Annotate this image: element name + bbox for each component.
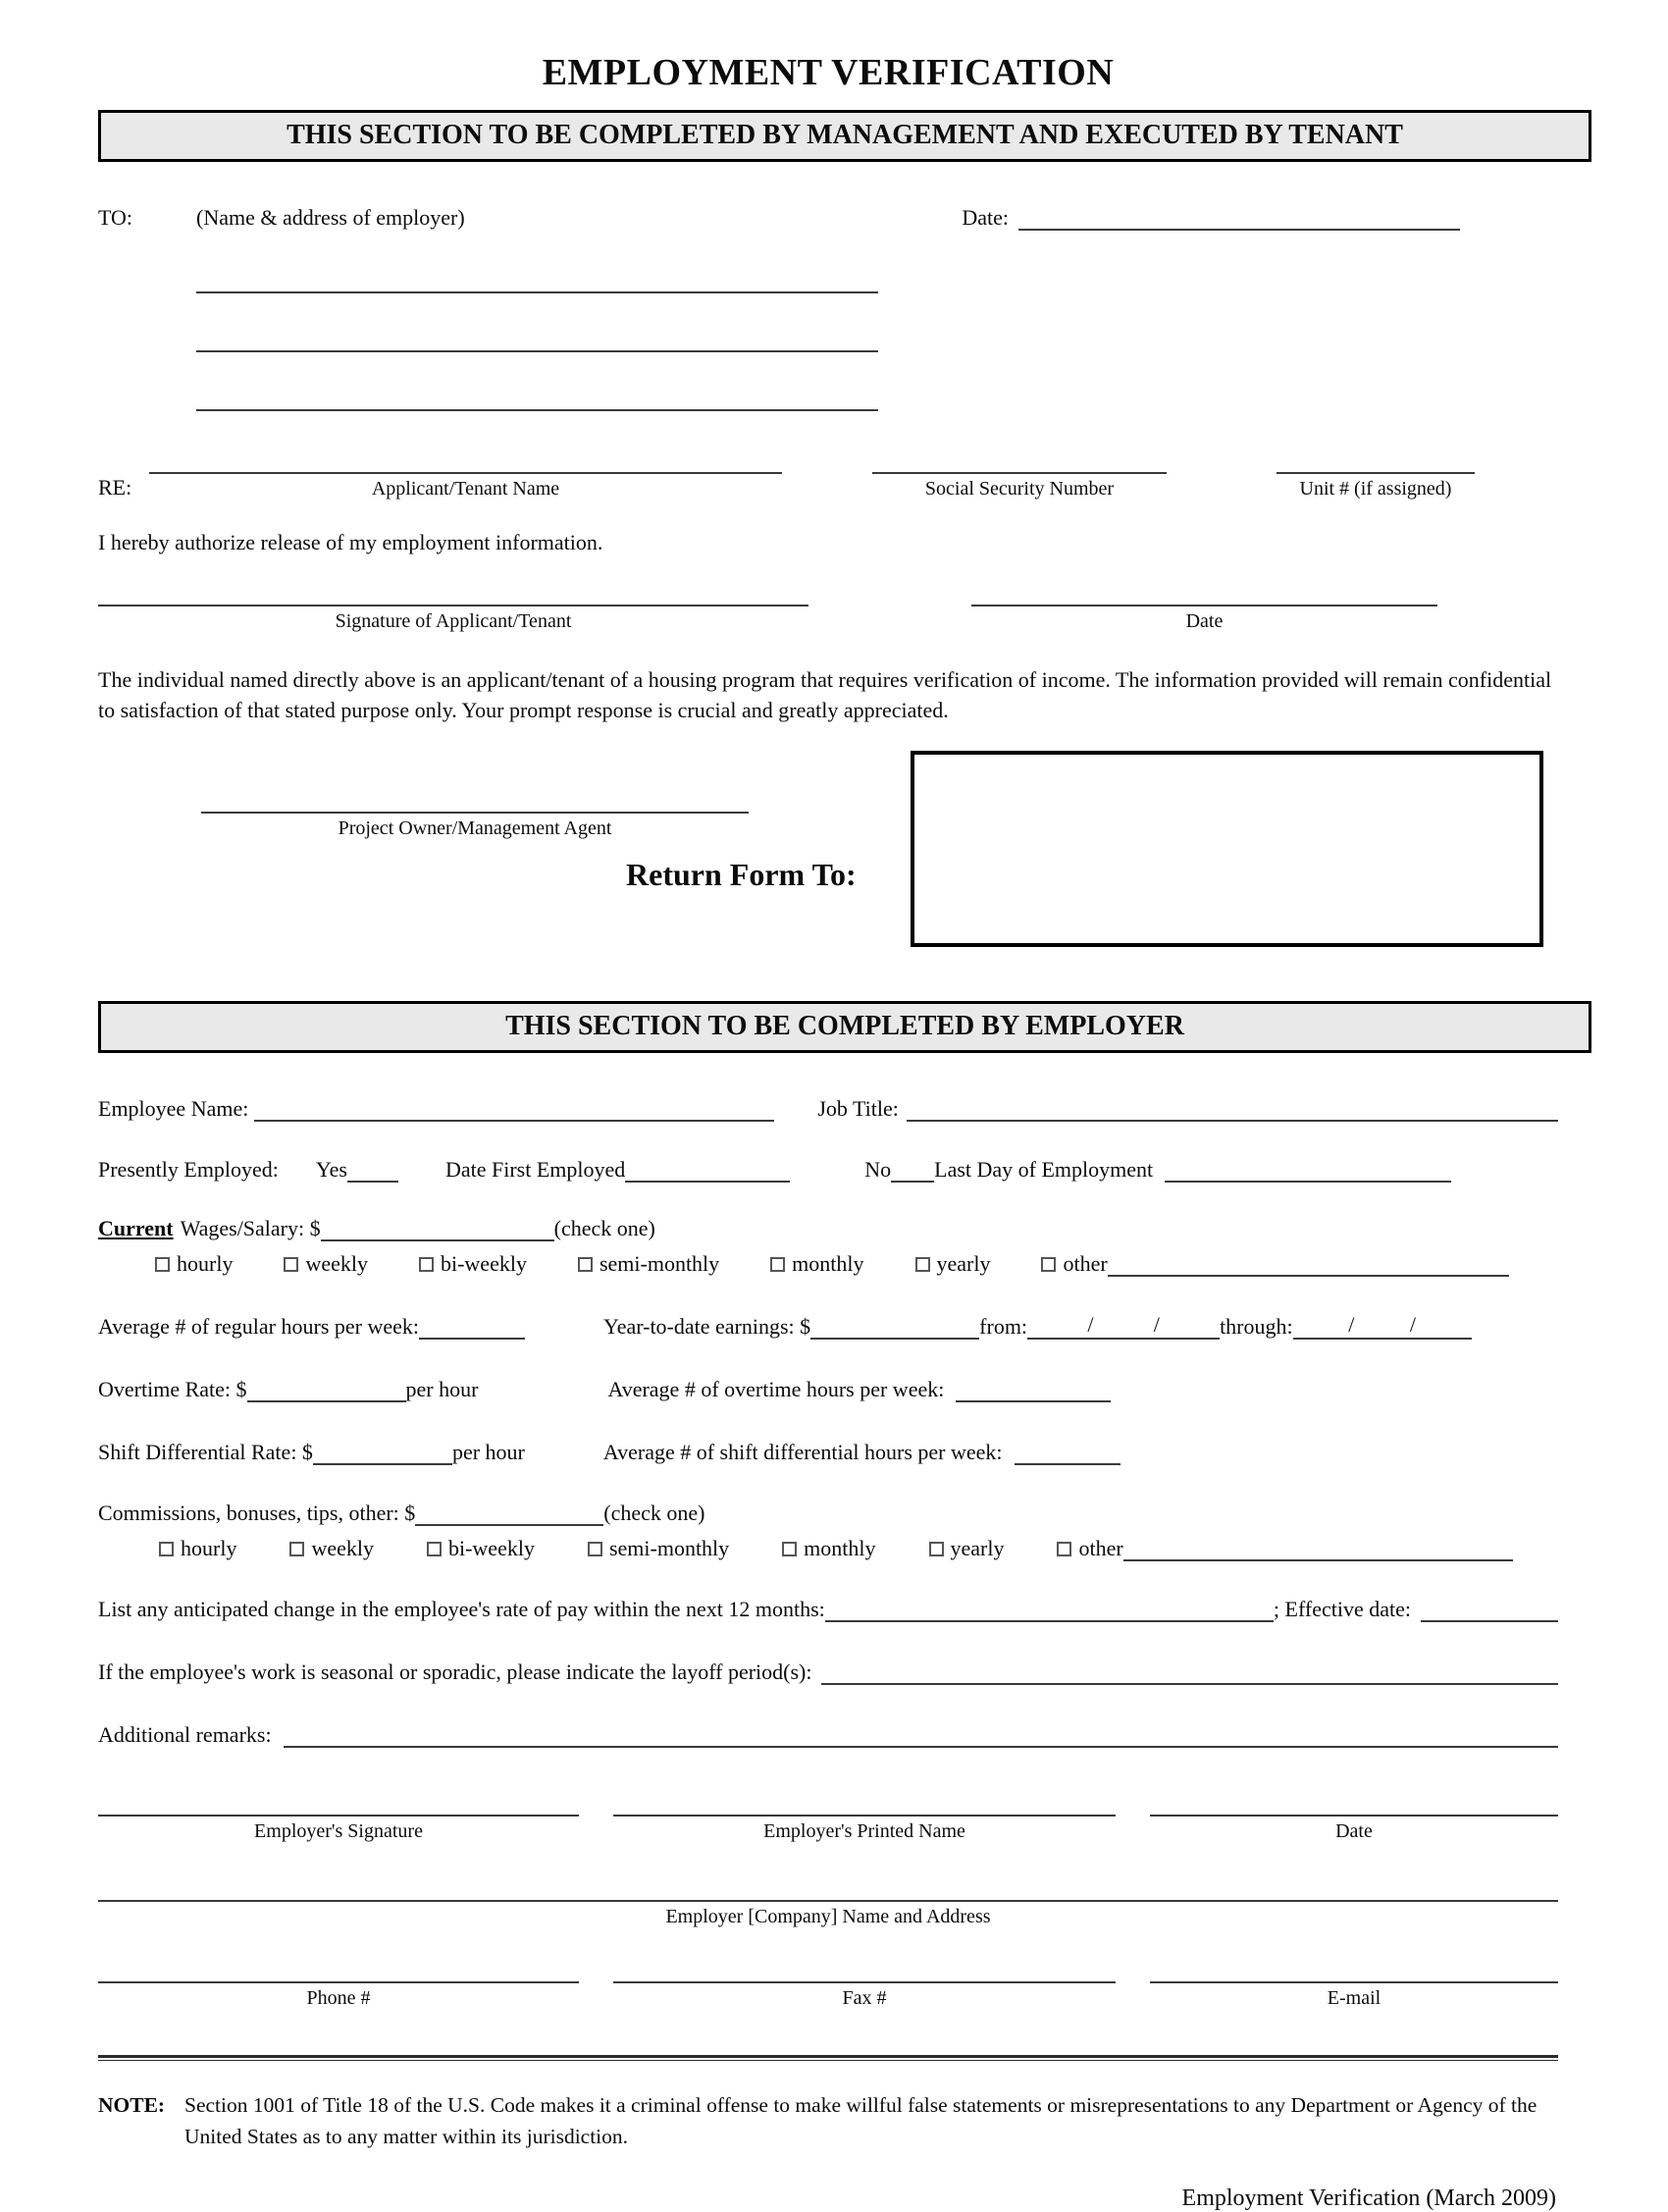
anticipated-label: List any anticipated change in the employee's rate of pay within the next 12 months: — [98, 1597, 825, 1622]
avg-hours-label: Average # of regular hours per week: — [98, 1314, 420, 1340]
wages-salary-label: Wages/Salary: $ — [180, 1216, 321, 1241]
company-label: Employer [Company] Name and Address — [665, 1906, 991, 1928]
employer-signature-row — [98, 1815, 1558, 1843]
anticipated-change-row — [98, 1597, 1558, 1622]
employer-signature-field — [98, 1815, 579, 1843]
option-other[interactable]: other — [1057, 1536, 1558, 1561]
re-label: RE: — [98, 475, 132, 500]
employer-signature-label: Employer's Signature — [254, 1820, 423, 1843]
note-label: NOTE: — [98, 2093, 166, 2118]
avg-hours-line[interactable] — [419, 1334, 525, 1340]
fax-field — [613, 1981, 1116, 2010]
section-header-management: THIS SECTION TO BE COMPLETED BY MANAGEMENT AND EXECUTED BY TENANT — [98, 110, 1591, 162]
shift-differential-row — [98, 1440, 1558, 1465]
remarks-row — [98, 1722, 1558, 1748]
to-date-row — [98, 205, 1558, 231]
shift-rate-label: Shift Differential Rate: $ — [98, 1440, 313, 1465]
checkbox-icon[interactable] — [419, 1257, 434, 1272]
option-bi-weekly[interactable]: bi-weekly — [419, 1251, 527, 1277]
commissions-label: Commissions, bonuses, tips, other: $ — [98, 1501, 416, 1526]
ytd-label: Year-to-date earnings: $ — [603, 1314, 811, 1340]
authorization-text: I hereby authorize release of my employment information. — [98, 530, 603, 554]
option-other[interactable]: other — [1041, 1251, 1558, 1277]
seasonal-label: If the employee's work is seasonal or sporadic, please indicate the layoff period(s): — [98, 1659, 812, 1685]
option-monthly[interactable]: monthly — [770, 1251, 863, 1277]
section-header-employer: THIS SECTION TO BE COMPLETED BY EMPLOYER — [98, 1001, 1591, 1053]
employer-address-hint: (Name & address of employer) — [196, 205, 465, 230]
unit-field — [1277, 472, 1475, 500]
checkbox-icon[interactable] — [284, 1257, 298, 1272]
re-row — [98, 472, 1558, 500]
shift-per-hour-label: per hour — [451, 1440, 525, 1465]
applicant-sig-date-field — [971, 605, 1437, 633]
checkbox-icon[interactable] — [915, 1257, 930, 1272]
option-yearly[interactable]: yearly — [915, 1251, 991, 1277]
option-weekly[interactable]: weekly — [284, 1251, 368, 1277]
employee-name-label: Employee Name: — [98, 1096, 249, 1122]
applicant-name-label: Applicant/Tenant Name — [371, 478, 560, 500]
employee-name-row — [98, 1096, 1558, 1122]
option-monthly[interactable]: monthly — [782, 1536, 875, 1561]
divider-double-rule — [98, 2055, 1558, 2061]
return-form-label: Return Form To: — [626, 857, 857, 893]
from-label: from: — [979, 1314, 1028, 1340]
no-label: No — [864, 1157, 892, 1183]
employer-address-line-3[interactable] — [196, 409, 878, 411]
employer-date-field — [1150, 1815, 1558, 1843]
checkbox-icon[interactable] — [155, 1257, 170, 1272]
email-label: E-mail — [1327, 1987, 1381, 2010]
employer-printed-name-label: Employer's Printed Name — [763, 1820, 965, 1843]
overtime-rate-line[interactable] — [247, 1396, 406, 1402]
overtime-rate-label: Overtime Rate: $ — [98, 1377, 247, 1402]
ytd-line[interactable] — [810, 1334, 979, 1340]
checkbox-icon[interactable] — [929, 1542, 944, 1556]
option-hourly[interactable]: hourly — [159, 1536, 236, 1561]
applicant-signature-field — [98, 605, 808, 633]
checkbox-icon[interactable] — [159, 1542, 174, 1556]
checkbox-icon[interactable] — [770, 1257, 785, 1272]
checkbox-icon[interactable] — [588, 1542, 602, 1556]
current-wages-row — [98, 1216, 1558, 1241]
date-label: Date: — [962, 205, 1009, 230]
wages-amount-line[interactable] — [321, 1236, 554, 1241]
avg-shift-line[interactable] — [1015, 1459, 1121, 1465]
yes-label: Yes — [315, 1157, 347, 1183]
presently-employed-label: Presently Employed: — [98, 1157, 279, 1183]
note-text: Section 1001 of Title 18 of the U.S. Code makes it a criminal offense to make willful false statements or misrepresentations to any Department or Agency of the United States as to any matter within its jurisdiction. — [184, 2093, 1538, 2148]
owner-agent-field — [201, 812, 749, 840]
remarks-label: Additional remarks: — [98, 1722, 272, 1748]
checkbox-icon[interactable] — [578, 1257, 593, 1272]
other-line[interactable] — [1123, 1555, 1513, 1561]
to-label: TO: — [98, 205, 133, 230]
unit-label: Unit # (if assigned) — [1299, 478, 1452, 500]
option-semi-monthly[interactable]: semi-monthly — [588, 1536, 729, 1561]
return-form-block — [98, 751, 1558, 952]
current-label: Current — [98, 1216, 174, 1241]
owner-agent-label: Project Owner/Management Agent — [338, 817, 612, 840]
option-yearly[interactable]: yearly — [929, 1536, 1005, 1561]
checkbox-icon[interactable] — [1041, 1257, 1056, 1272]
job-title-label: Job Title: — [817, 1096, 899, 1122]
checkbox-icon[interactable] — [782, 1542, 797, 1556]
option-bi-weekly[interactable]: bi-weekly — [427, 1536, 535, 1561]
return-address-box[interactable] — [911, 751, 1543, 947]
avg-overtime-label: Average # of overtime hours per week: — [607, 1377, 945, 1402]
checkbox-icon[interactable] — [289, 1542, 304, 1556]
commissions-frequency-options — [159, 1536, 1558, 1561]
employer-printed-name-field — [613, 1815, 1116, 1843]
effective-date-line[interactable] — [1421, 1616, 1558, 1622]
phone-field — [98, 1981, 579, 2010]
through-label: through: — [1220, 1314, 1293, 1340]
employer-date-label: Date — [1335, 1820, 1373, 1843]
date-first-employed-label: Date First Employed — [444, 1157, 626, 1183]
effective-date-label: ; Effective date: — [1273, 1597, 1411, 1622]
commissions-amount-line[interactable] — [415, 1520, 603, 1526]
ssn-label: Social Security Number — [924, 478, 1115, 500]
ssn-field — [872, 472, 1167, 500]
other-line[interactable] — [1108, 1271, 1509, 1277]
applicant-name-field — [149, 472, 782, 500]
employer-address-line-2[interactable] — [196, 350, 878, 352]
wages-check-one-label: (check one) — [553, 1216, 655, 1241]
option-semi-monthly[interactable]: semi-monthly — [578, 1251, 719, 1277]
presently-employed-row — [98, 1157, 1558, 1183]
seasonal-row — [98, 1659, 1558, 1685]
applicant-signature-label: Signature of Applicant/Tenant — [335, 610, 572, 632]
average-hours-row — [98, 1314, 1558, 1340]
no-line[interactable] — [891, 1177, 934, 1183]
wages-frequency-options — [155, 1251, 1558, 1277]
through-date-line[interactable]: / / — [1293, 1314, 1472, 1340]
avg-shift-label: Average # of shift differential hours per week: — [602, 1440, 1003, 1465]
anticipated-line[interactable] — [825, 1616, 1274, 1622]
date-first-employed-line[interactable] — [625, 1177, 790, 1183]
last-day-label: Last Day of Employment — [934, 1157, 1154, 1183]
note-block — [98, 2090, 1558, 2151]
applicant-signature-row — [98, 605, 1558, 633]
phone-label: Phone # — [306, 1987, 371, 2010]
form-footer: Employment Verification (March 2009) — [1181, 2185, 1556, 2211]
email-field — [1150, 1981, 1558, 2010]
job-title-line[interactable] — [907, 1116, 1558, 1122]
shift-rate-line[interactable] — [313, 1459, 452, 1465]
page-title: EMPLOYMENT VERIFICATION — [542, 52, 1115, 93]
commissions-row — [98, 1501, 1558, 1526]
disclosure-paragraph: The individual named directly above is an applicant/tenant of a housing program that requires verification of income. The information provided will remain confidential to satisfaction of that stated purpose only. Your prompt response is crucial and greatly appreciated. — [98, 667, 1552, 723]
employer-address-block — [196, 291, 1558, 411]
employee-name-line[interactable] — [254, 1116, 774, 1122]
option-weekly[interactable]: weekly — [289, 1536, 374, 1561]
checkbox-icon[interactable] — [1057, 1542, 1071, 1556]
commissions-check-one-label: (check one) — [603, 1501, 705, 1526]
from-date-line[interactable]: / / — [1027, 1314, 1220, 1340]
contact-row — [98, 1981, 1558, 2010]
remarks-line[interactable] — [284, 1742, 1558, 1748]
avg-overtime-line[interactable] — [956, 1396, 1111, 1402]
seasonal-line[interactable] — [821, 1679, 1558, 1685]
fax-label: Fax # — [842, 1987, 887, 2010]
overtime-per-hour-label: per hour — [405, 1377, 479, 1402]
date-input-line[interactable] — [1018, 225, 1460, 231]
option-hourly[interactable]: hourly — [155, 1251, 233, 1277]
employer-address-line-1[interactable] — [196, 291, 878, 293]
last-day-line[interactable] — [1165, 1177, 1451, 1183]
checkbox-icon[interactable] — [427, 1542, 442, 1556]
applicant-sig-date-label: Date — [1185, 610, 1224, 632]
company-field — [98, 1900, 1558, 1928]
yes-line[interactable] — [347, 1177, 398, 1183]
overtime-row — [98, 1377, 1558, 1402]
